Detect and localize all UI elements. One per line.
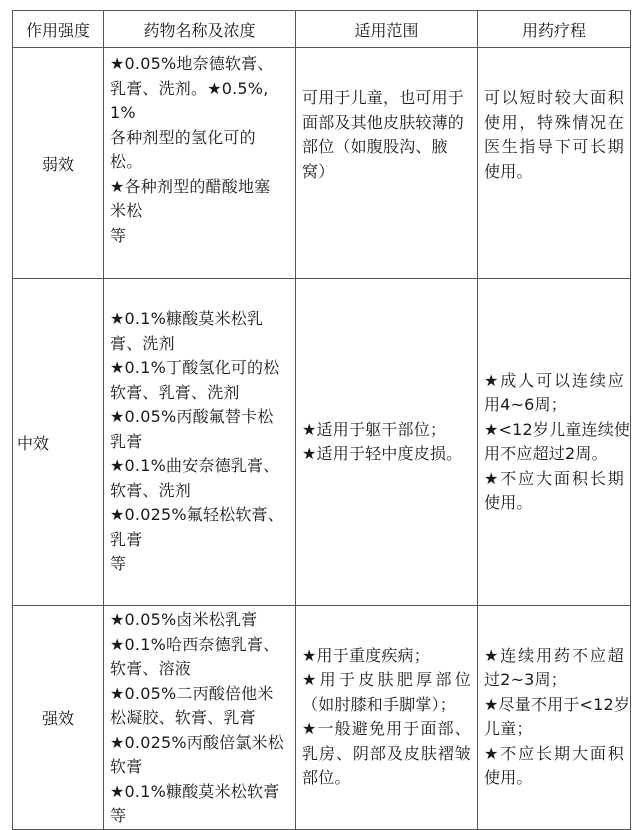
course-line: 过2~3周；: [484, 670, 567, 690]
scope-line: 乳房、阴部及皮肤褶皱: [302, 743, 471, 763]
drug-line: ★0.05%地奈德软膏、: [110, 54, 274, 73]
table-row: [13, 48, 631, 279]
scope-cell: [296, 48, 478, 279]
strength-cell: 中效: [13, 279, 104, 606]
scope-line: 面部及其他皮肤较薄的: [302, 112, 465, 132]
scope-line: 部位（如腹股沟、腋: [302, 137, 448, 156]
scope-cell: [296, 279, 478, 606]
drug-line: 松凝胶、软膏、乳膏: [110, 708, 256, 727]
drug-line: ★0.1%糠酸莫米松软膏: [110, 781, 280, 801]
header-strength: 作用强度: [13, 11, 104, 48]
course-line: ★不应大面积长期: [484, 468, 624, 488]
drug-line: 软膏: [110, 757, 143, 776]
course-line: 使用，特殊情况在: [484, 112, 624, 132]
drug-line: ★0.1%曲安奈德乳膏、: [110, 456, 280, 476]
drug-line: ★0.05%丙酸氟替卡松: [110, 407, 274, 427]
course-cell: [478, 48, 631, 279]
scope-line: 窝）: [302, 161, 335, 181]
course-line: ★<12岁儿童连续使: [484, 419, 631, 439]
drug-line: 等: [110, 225, 127, 245]
strength-cell: 强效: [13, 606, 104, 830]
course-line: ★不应长期大面积: [484, 743, 624, 763]
drug-line: 软膏、溶液: [110, 659, 192, 678]
course-line: 用4~6周；: [484, 395, 567, 414]
drug-line: 乳膏、洗剂。★0.5%,: [110, 78, 269, 98]
header-scope: 适用范围: [296, 11, 478, 48]
drug-line: 各种剂型的氢化可的: [110, 127, 256, 147]
course-line: ★连续用药不应超: [484, 645, 624, 665]
drug-cell: [104, 279, 296, 606]
strength-cell: 弱效: [13, 48, 104, 279]
scope-line: 部位。: [302, 768, 351, 788]
drug-line: 软膏、洗剂: [110, 480, 192, 500]
drug-line: ★0.025%丙酸倍氯米松: [110, 732, 284, 752]
drug-line: ★0.05%卤米松乳膏: [110, 610, 258, 629]
course-line: ★成人可以连续应: [484, 370, 624, 390]
drug-line: ★0.1%糠酸莫米松乳: [110, 309, 264, 329]
header-drug-name: 药物名称及浓度: [104, 11, 296, 48]
scope-line: ★一般避免用于面部、: [302, 719, 471, 739]
course-line: 使用。: [484, 768, 533, 788]
scope-line: （如肘膝和手脚掌）；: [302, 694, 457, 714]
drug-line: ★0.05%二丙酸倍他米: [110, 683, 274, 703]
drug-line: 松。: [110, 152, 143, 171]
course-line: 医生指导下可长期: [484, 137, 624, 156]
drug-line: 乳膏: [110, 431, 143, 451]
drug-line: 等: [110, 554, 127, 574]
scope-line: ★适用于轻中度皮损。: [302, 444, 463, 463]
drug-line: 膏、洗剂: [110, 333, 175, 353]
course-line: ★尽量不用于<12岁: [484, 694, 631, 714]
scope-line: ★适用于躯干部位；: [302, 419, 447, 439]
drug-line: 软膏、乳膏、洗剂: [110, 382, 240, 402]
drug-line: ★0.1%丁酸氢化可的松: [110, 358, 280, 378]
course-line: 儿童；: [484, 719, 533, 739]
drug-line: ★各种剂型的醋酸地塞: [110, 176, 271, 196]
course-cell: [478, 606, 631, 830]
scope-line: ★用于皮肤肥厚部位: [302, 670, 471, 690]
drug-line: 1%: [110, 103, 136, 122]
drug-cell: [104, 606, 296, 830]
drug-line: 乳膏: [110, 529, 143, 549]
table-row: [13, 606, 631, 830]
steroid-potency-table: [12, 10, 631, 830]
scope-line: 可用于儿童，也可用于: [302, 88, 465, 107]
drug-line: ★0.025%氟轻松软膏、: [110, 505, 284, 525]
course-line: 使用。: [484, 161, 533, 181]
drug-line: 等: [110, 806, 127, 825]
course-line: 用不应超过2周。: [484, 444, 608, 463]
header-row: [13, 11, 631, 48]
table-row: [13, 279, 631, 606]
course-line: 使用。: [484, 493, 533, 512]
course-cell: [478, 279, 631, 606]
drug-line: ★0.1%哈西奈德乳膏、: [110, 634, 280, 654]
course-line: 可以短时较大面积: [484, 88, 624, 107]
scope-line: ★用于重度疾病；: [302, 645, 430, 665]
drug-line: 米松: [110, 201, 143, 220]
header-course: 用药疗程: [478, 11, 631, 48]
drug-cell: [104, 48, 296, 279]
scope-cell: [296, 606, 478, 830]
